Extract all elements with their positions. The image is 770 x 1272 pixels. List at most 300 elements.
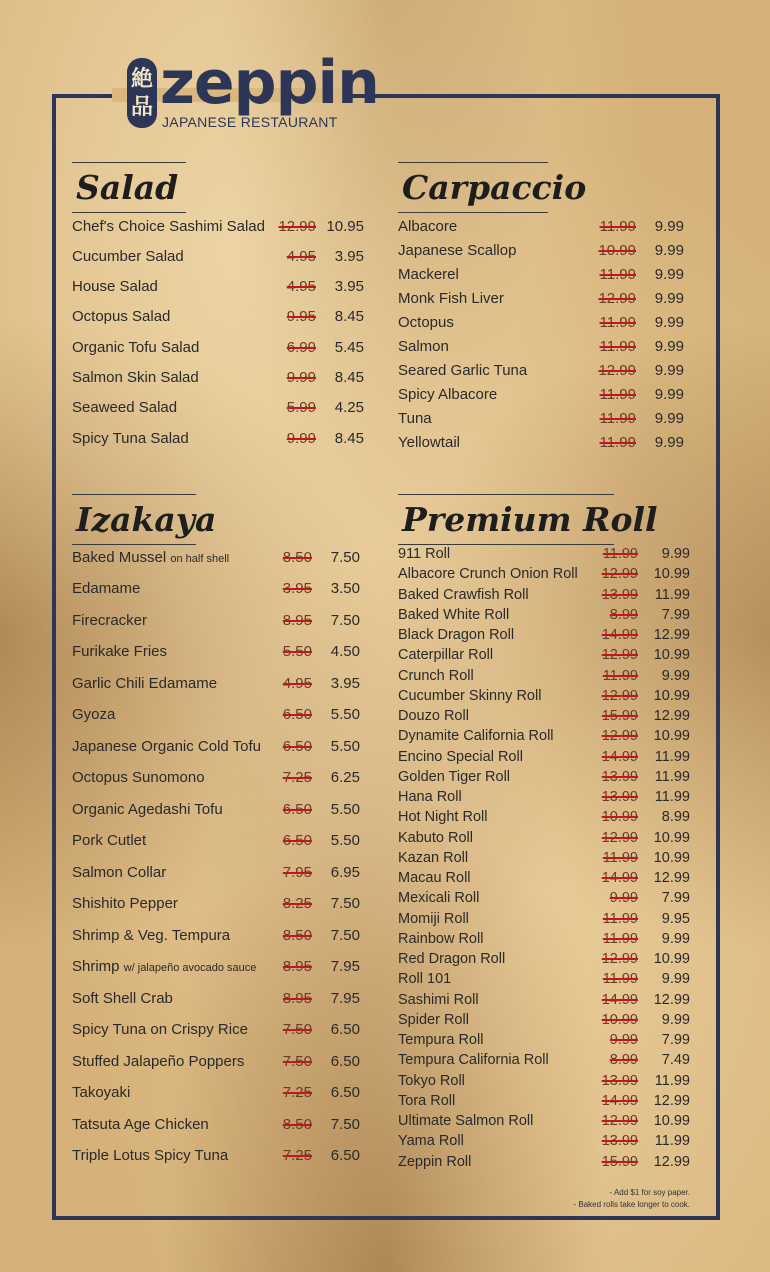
menu-item-price: 11.99 [654, 789, 690, 805]
menu-item [398, 1010, 690, 1030]
menu-item-name [398, 870, 471, 886]
menu-item [72, 957, 360, 977]
menu-item-old-price: 13.99 [601, 1072, 638, 1089]
menu-item-name [398, 607, 509, 623]
menu-item-name-text: Spicy Tuna Salad [72, 429, 189, 447]
menu-item-name-text: Edamame [72, 580, 141, 597]
menu-item-name-text: Caterpillar Roll [398, 647, 494, 664]
menu-item-name [72, 339, 199, 356]
menu-item [72, 216, 364, 236]
menu-item-old-price: 8.99 [609, 606, 638, 623]
menu-item [72, 894, 360, 914]
menu-item-old-price: 13.99 [601, 768, 638, 785]
menu-item [398, 909, 690, 929]
menu-item [398, 1071, 690, 1091]
menu-item-name-text: Kazan Roll [398, 849, 469, 866]
menu-item-old-price: 14.99 [601, 991, 638, 1008]
menu-item-name [72, 1053, 244, 1070]
menu-item-name [72, 643, 167, 660]
menu-item-price: 9.99 [654, 289, 684, 307]
menu-item-price: 10.99 [653, 687, 690, 704]
menu-item-old-price: 8.95 [282, 611, 312, 629]
menu-item-name [398, 830, 473, 846]
menu-item-price: 12.99 [653, 627, 690, 643]
logo-kanji [127, 58, 157, 128]
menu-item-name [398, 971, 451, 987]
menu-item-name [398, 647, 493, 663]
menu-item-name-text: Octopus [398, 313, 454, 331]
menu-item-name-text: Salmon Skin Salad [72, 369, 199, 386]
menu-item-name [398, 410, 432, 427]
menu-item-name-text: Golden Tiger Roll [398, 768, 511, 785]
menu-item [398, 564, 690, 584]
menu-item-old-price: 6.99 [286, 338, 316, 356]
menu-item-price: 3.95 [330, 674, 360, 692]
menu-item-name-text: Organic Tofu Salad [72, 338, 200, 356]
menu-item [72, 1051, 360, 1071]
menu-item-name-text: Salmon Collar [72, 863, 167, 881]
menu-item-price: 8.45 [334, 429, 364, 447]
menu-item-price: 6.25 [330, 769, 360, 786]
menu-item [398, 1111, 690, 1131]
menu-item [72, 768, 360, 788]
menu-item [72, 673, 360, 693]
menu-item-old-price: 14.99 [601, 627, 638, 643]
menu-item-name [72, 738, 261, 755]
menu-item-old-price: 9.99 [286, 429, 316, 447]
menu-item [72, 831, 360, 851]
menu-item-price: 10.99 [653, 647, 690, 664]
menu-item-name [398, 728, 554, 744]
menu-item-old-price: 11.99 [599, 410, 636, 428]
menu-item-price: 7.99 [661, 1032, 690, 1048]
menu-item-price: 9.99 [654, 434, 684, 452]
menu-item-name [398, 1154, 471, 1170]
menu-item-name-text: Japanese Organic Cold Tofu [72, 737, 262, 755]
menu-item-price: 9.99 [661, 930, 690, 947]
menu-item [398, 686, 690, 706]
menu-item-old-price: 9.99 [609, 1032, 638, 1048]
menu-item-name-text: Douzo Roll [398, 708, 469, 724]
menu-item [72, 1020, 360, 1040]
menu-item-name [398, 1133, 464, 1149]
menu-item-name-text: Soft Shell Crab [72, 989, 173, 1007]
menu-item-old-price: 7.50 [282, 1021, 312, 1038]
menu-item-old-price: 4.95 [286, 278, 316, 296]
menu-item-old-price: 9.99 [286, 369, 316, 386]
menu-item-old-price: 13.99 [601, 1133, 638, 1150]
menu-item-old-price: 11.99 [602, 930, 638, 947]
menu-item-name [398, 386, 497, 403]
menu-item-name [72, 958, 256, 975]
menu-item-price: 7.95 [330, 958, 360, 975]
menu-item-name-text: Albacore [398, 217, 458, 235]
menu-item-name-text: Organic Agedashi Tofu [72, 800, 223, 818]
menu-item-old-price: 12.99 [601, 566, 638, 583]
menu-item-name-text: Gyoza [72, 706, 116, 723]
note-baked-rolls: - Baked rolls take longer to cook. [573, 1200, 690, 1209]
menu-item-name-text: Encino Special Roll [398, 748, 523, 765]
menu-item [72, 1083, 360, 1103]
menu-item-old-price: 9.95 [286, 308, 316, 326]
logo-kanji-top: 絶 [130, 66, 153, 92]
menu-item-price: 9.99 [654, 217, 684, 235]
menu-item [398, 868, 690, 888]
menu-item [72, 862, 360, 882]
menu-item [398, 969, 690, 989]
menu-item-price: 10.99 [653, 1113, 690, 1129]
menu-item-name [398, 911, 469, 927]
menu-item-name [398, 627, 514, 643]
menu-item-name-text: Macau Roll [398, 870, 471, 886]
section-title-salad: Salad [76, 168, 179, 207]
menu-item-price: 7.50 [330, 1115, 360, 1133]
menu-item-name [398, 314, 454, 331]
menu-item-price: 6.95 [330, 863, 360, 881]
menu-item-name-text: 911 Roll [398, 546, 451, 562]
menu-item-price: 5.50 [330, 832, 360, 849]
menu-item-price: 9.99 [661, 546, 690, 562]
menu-item-name-text: Hot Night Roll [398, 809, 488, 826]
menu-item [398, 645, 690, 665]
menu-item-name-text: Yama Roll [398, 1133, 464, 1150]
menu-item [398, 767, 690, 787]
menu-item [398, 288, 684, 308]
menu-item-old-price: 12.99 [278, 217, 316, 235]
menu-item-price: 5.50 [330, 737, 360, 755]
menu-item-name-text: Tora Roll [398, 1092, 456, 1109]
menu-item-old-price: 6.50 [282, 832, 312, 849]
menu-item [398, 385, 684, 405]
menu-item [72, 307, 364, 327]
menu-item-name-text: Ultimate Salmon Roll [398, 1113, 534, 1129]
menu-item-old-price: 8.99 [609, 1052, 638, 1069]
menu-item-price: 9.99 [654, 362, 684, 380]
menu-item-old-price: 11.99 [599, 313, 636, 331]
menu-item-price: 7.50 [330, 611, 360, 629]
menu-item-old-price: 11.99 [599, 338, 636, 355]
menu-item-name-text: Hana Roll [398, 789, 462, 805]
brand-name: zeppin [160, 48, 379, 118]
menu-item-name [398, 218, 457, 235]
menu-item-price: 6.50 [330, 1084, 360, 1101]
menu-item-name [398, 290, 504, 307]
menu-item-price: 9.99 [654, 313, 684, 331]
menu-item-price: 12.99 [653, 870, 690, 886]
menu-item-price: 5.45 [334, 338, 364, 356]
menu-item-name-text: Seared Garlic Tuna [398, 362, 528, 380]
menu-item-old-price: 7.95 [282, 863, 312, 881]
menu-item-name-text: Cucumber Salad [72, 247, 184, 265]
menu-item-name [72, 1021, 248, 1038]
menu-item [72, 988, 360, 1008]
menu-item-old-price: 11.99 [602, 546, 638, 562]
menu-item-old-price: 12.99 [598, 289, 636, 307]
menu-item-name [398, 266, 459, 283]
menu-item [398, 726, 690, 746]
menu-item [72, 579, 360, 599]
menu-item-price: 9.95 [661, 910, 690, 927]
menu-item-name [72, 369, 199, 386]
menu-item-price: 9.99 [654, 241, 684, 259]
menu-item-name-text: Mackerel [398, 265, 459, 283]
menu-item-name-text: Seaweed Salad [72, 399, 178, 417]
menu-item-old-price: 10.99 [601, 809, 638, 826]
menu-item-price: 7.50 [330, 895, 360, 912]
menu-item-price: 10.99 [653, 728, 690, 745]
menu-item-old-price: 6.50 [282, 706, 312, 723]
menu-item-name-text: Spicy Albacore [398, 386, 498, 404]
menu-item-name [398, 931, 483, 947]
menu-item-price: 12.99 [653, 1153, 690, 1170]
menu-item-name [72, 864, 166, 881]
menu-item [398, 605, 690, 625]
menu-item-name-text: Shishito Pepper [72, 895, 178, 912]
menu-item-old-price: 12.99 [601, 687, 638, 704]
menu-item-name [398, 1073, 465, 1089]
menu-item-price: 8.45 [334, 308, 364, 326]
menu-item-name [72, 308, 170, 325]
menu-item-name-text: Garlic Chili Edamame [72, 674, 218, 692]
menu-item [398, 585, 690, 605]
menu-item-name [398, 749, 523, 765]
menu-item-name [398, 434, 460, 451]
menu-item [72, 246, 364, 266]
menu-item-price: 11.99 [654, 1072, 690, 1089]
section-carpaccio [398, 162, 698, 452]
menu-item [398, 625, 690, 645]
menu-item-name [398, 1012, 469, 1028]
menu-item-name-text: Shrimp [72, 958, 120, 975]
menu-item [398, 361, 684, 381]
menu-item-price: 12.99 [653, 1092, 690, 1109]
menu-item-old-price: 15.99 [601, 1153, 638, 1170]
menu-item-old-price: 15.99 [601, 708, 638, 724]
menu-item-old-price: 11.99 [602, 667, 638, 684]
menu-item-old-price: 10.99 [601, 1011, 638, 1028]
menu-item-price: 9.99 [654, 386, 684, 404]
menu-item-name [398, 789, 462, 805]
menu-item-old-price: 8.25 [282, 895, 312, 912]
menu-item-price: 7.99 [661, 890, 690, 907]
menu-item-old-price: 12.99 [598, 362, 636, 380]
menu-item-name-text: Octopus Sunomono [72, 769, 205, 786]
menu-item-name-text: Zeppin Roll [398, 1153, 472, 1170]
menu-item [398, 264, 684, 284]
menu-item [72, 547, 360, 567]
menu-item-price: 9.99 [654, 265, 684, 283]
menu-item-note: on half shell [170, 552, 230, 565]
menu-item-name-text: Sashimi Roll [398, 991, 479, 1008]
section-title-carpaccio: Carpaccio [402, 168, 587, 207]
menu-item [398, 747, 690, 767]
menu-item-old-price: 8.50 [282, 1115, 312, 1133]
menu-item-old-price: 9.99 [609, 890, 638, 907]
menu-item-name [398, 1093, 455, 1109]
menu-item [398, 240, 684, 260]
menu-item [398, 1030, 690, 1050]
menu-item-name-text: Roll 101 [398, 971, 452, 988]
menu-item-name [72, 675, 217, 692]
menu-item-old-price: 14.99 [601, 748, 638, 765]
menu-item-name [398, 1032, 483, 1048]
menu-item [398, 1131, 690, 1151]
menu-item-name-text: Red Dragon Roll [398, 951, 506, 967]
menu-item-name-text: Spider Roll [398, 1011, 469, 1028]
menu-item [72, 610, 360, 630]
menu-item-name [72, 1084, 130, 1101]
menu-item-name-text: Shrimp & Veg. Tempura [72, 926, 231, 944]
menu-item-name [398, 688, 541, 704]
menu-item-name [72, 801, 223, 818]
menu-item-price: 10.99 [653, 566, 690, 583]
menu-item-name [72, 430, 189, 447]
menu-item-name [72, 218, 265, 235]
section-premium-roll [398, 494, 698, 1170]
menu-item-old-price: 11.99 [602, 971, 638, 988]
menu-item [398, 216, 684, 236]
menu-item-name-text: Rainbow Roll [398, 930, 484, 947]
menu-item-old-price: 6.50 [282, 737, 312, 755]
menu-item-old-price: 12.99 [601, 728, 638, 745]
menu-item-name-text: Firecracker [72, 611, 148, 629]
menu-item-name-text: Kabuto Roll [398, 829, 473, 846]
menu-item-price: 5.50 [330, 800, 360, 818]
menu-item [398, 828, 690, 848]
menu-item [72, 337, 364, 357]
menu-item-name-text: Tatsuta Age Chicken [72, 1115, 209, 1133]
menu-item-price: 11.99 [654, 586, 690, 603]
menu-item-name-text: Octopus Salad [72, 308, 171, 326]
menu-item-old-price: 13.99 [601, 789, 638, 805]
menu-item-name [398, 362, 527, 379]
menu-item-name-text: Baked White Roll [398, 606, 510, 623]
menu-item-name [398, 1052, 549, 1068]
menu-item-name-text: Furikake Fries [72, 643, 168, 660]
menu-item-old-price: 7.50 [282, 1052, 312, 1070]
menu-item-old-price: 6.50 [282, 800, 312, 818]
menu-item-price: 7.49 [661, 1052, 690, 1069]
menu-item-price: 9.99 [661, 971, 690, 988]
menu-item-name [72, 706, 115, 723]
menu-item-name [72, 832, 146, 849]
menu-item-old-price: 13.99 [601, 586, 638, 603]
note-soy-paper: - Add $1 for soy paper. [609, 1188, 690, 1197]
menu-item-price: 12.99 [653, 708, 690, 724]
menu-item-old-price: 12.99 [601, 829, 638, 846]
menu-item-price: 10.99 [653, 849, 690, 866]
menu-item-name-text: House Salad [72, 278, 158, 296]
menu-item-name [72, 278, 158, 295]
menu-item [398, 929, 690, 949]
menu-item-old-price: 10.99 [598, 241, 636, 259]
section-salad [72, 162, 372, 447]
menu-item-price: 7.99 [661, 606, 690, 623]
menu-item-price: 4.25 [334, 399, 364, 417]
menu-item-name-text: Baked Crawfish Roll [398, 586, 529, 603]
menu-item-name [72, 612, 147, 629]
menu-item-name [72, 1116, 209, 1133]
menu-item-old-price: 4.95 [282, 674, 312, 692]
menu-item-price: 6.50 [330, 1147, 360, 1164]
menu-item-price: 11.99 [654, 1133, 690, 1150]
menu-item-old-price: 7.25 [282, 1147, 312, 1164]
menu-item-name-text: Baked Mussel [72, 548, 167, 566]
menu-item [72, 736, 360, 756]
menu-item-name [72, 549, 229, 566]
menu-item-old-price: 12.99 [601, 1113, 638, 1129]
menu-item-price: 8.99 [661, 809, 690, 826]
menu-item-name [398, 708, 469, 724]
menu-item-old-price: 12.99 [601, 647, 638, 664]
menu-item-name-text: Cucumber Skinny Roll [398, 687, 542, 704]
menu-item-price: 6.50 [330, 1052, 360, 1070]
menu-item-note: w/ jalapeño avocado sauce [123, 962, 257, 974]
menu-item-price: 9.99 [661, 1011, 690, 1028]
menu-item-name-text: Japanese Scallop [398, 241, 517, 259]
menu-item [72, 1146, 360, 1166]
menu-item-name [72, 927, 230, 944]
menu-item-name [72, 895, 178, 912]
menu-item-name [398, 951, 505, 967]
menu-item [398, 848, 690, 868]
menu-item-price: 11.99 [654, 768, 690, 785]
menu-item-name-text: Crunch Roll [398, 667, 474, 684]
menu-item [398, 706, 690, 726]
menu-item-old-price: 11.99 [602, 849, 638, 866]
menu-item [398, 787, 690, 807]
menu-item [72, 925, 360, 945]
menu-item-name [398, 890, 479, 906]
menu-item-old-price: 11.99 [599, 434, 636, 452]
menu-item [72, 799, 360, 819]
menu-item [72, 1114, 360, 1134]
section-izakaya [72, 494, 372, 1164]
menu-item-name-text: Dynamite California Roll [398, 728, 554, 745]
menu-item-name-text: Pork Cutlet [72, 832, 147, 849]
menu-item-price: 10.99 [653, 829, 690, 846]
menu-item [72, 428, 364, 448]
menu-item-name-text: Salmon [398, 338, 449, 355]
menu-item-name [72, 399, 177, 416]
menu-item-name [398, 566, 578, 582]
menu-item-name-text: Tuna [398, 410, 432, 428]
menu-item-name-text: Monk Fish Liver [398, 289, 504, 307]
menu-item-price: 5.50 [330, 706, 360, 723]
menu-item-old-price: 7.25 [282, 1084, 312, 1101]
menu-item-old-price: 8.50 [282, 548, 312, 566]
menu-item-name [398, 1113, 533, 1129]
menu-item-name-text: Black Dragon Roll [398, 627, 515, 643]
menu-item [72, 705, 360, 725]
menu-item-name-text: Tempura Roll [398, 1032, 484, 1048]
menu-item-name-text: Tempura California Roll [398, 1052, 549, 1069]
menu-item [398, 544, 690, 564]
menu-item [398, 888, 690, 908]
menu-item [398, 1091, 690, 1111]
menu-item-price: 11.99 [654, 748, 690, 765]
menu-item-old-price: 12.99 [601, 951, 638, 967]
menu-item-price: 12.99 [653, 991, 690, 1008]
menu-item-name-text: Takoyaki [72, 1084, 131, 1101]
menu-item [398, 990, 690, 1010]
menu-item-price: 6.50 [330, 1021, 360, 1038]
menu-item [398, 409, 684, 429]
menu-item-price: 8.45 [334, 369, 364, 386]
menu-item-price: 7.50 [330, 548, 360, 566]
menu-item [72, 642, 360, 662]
menu-item-old-price: 8.95 [282, 958, 312, 975]
